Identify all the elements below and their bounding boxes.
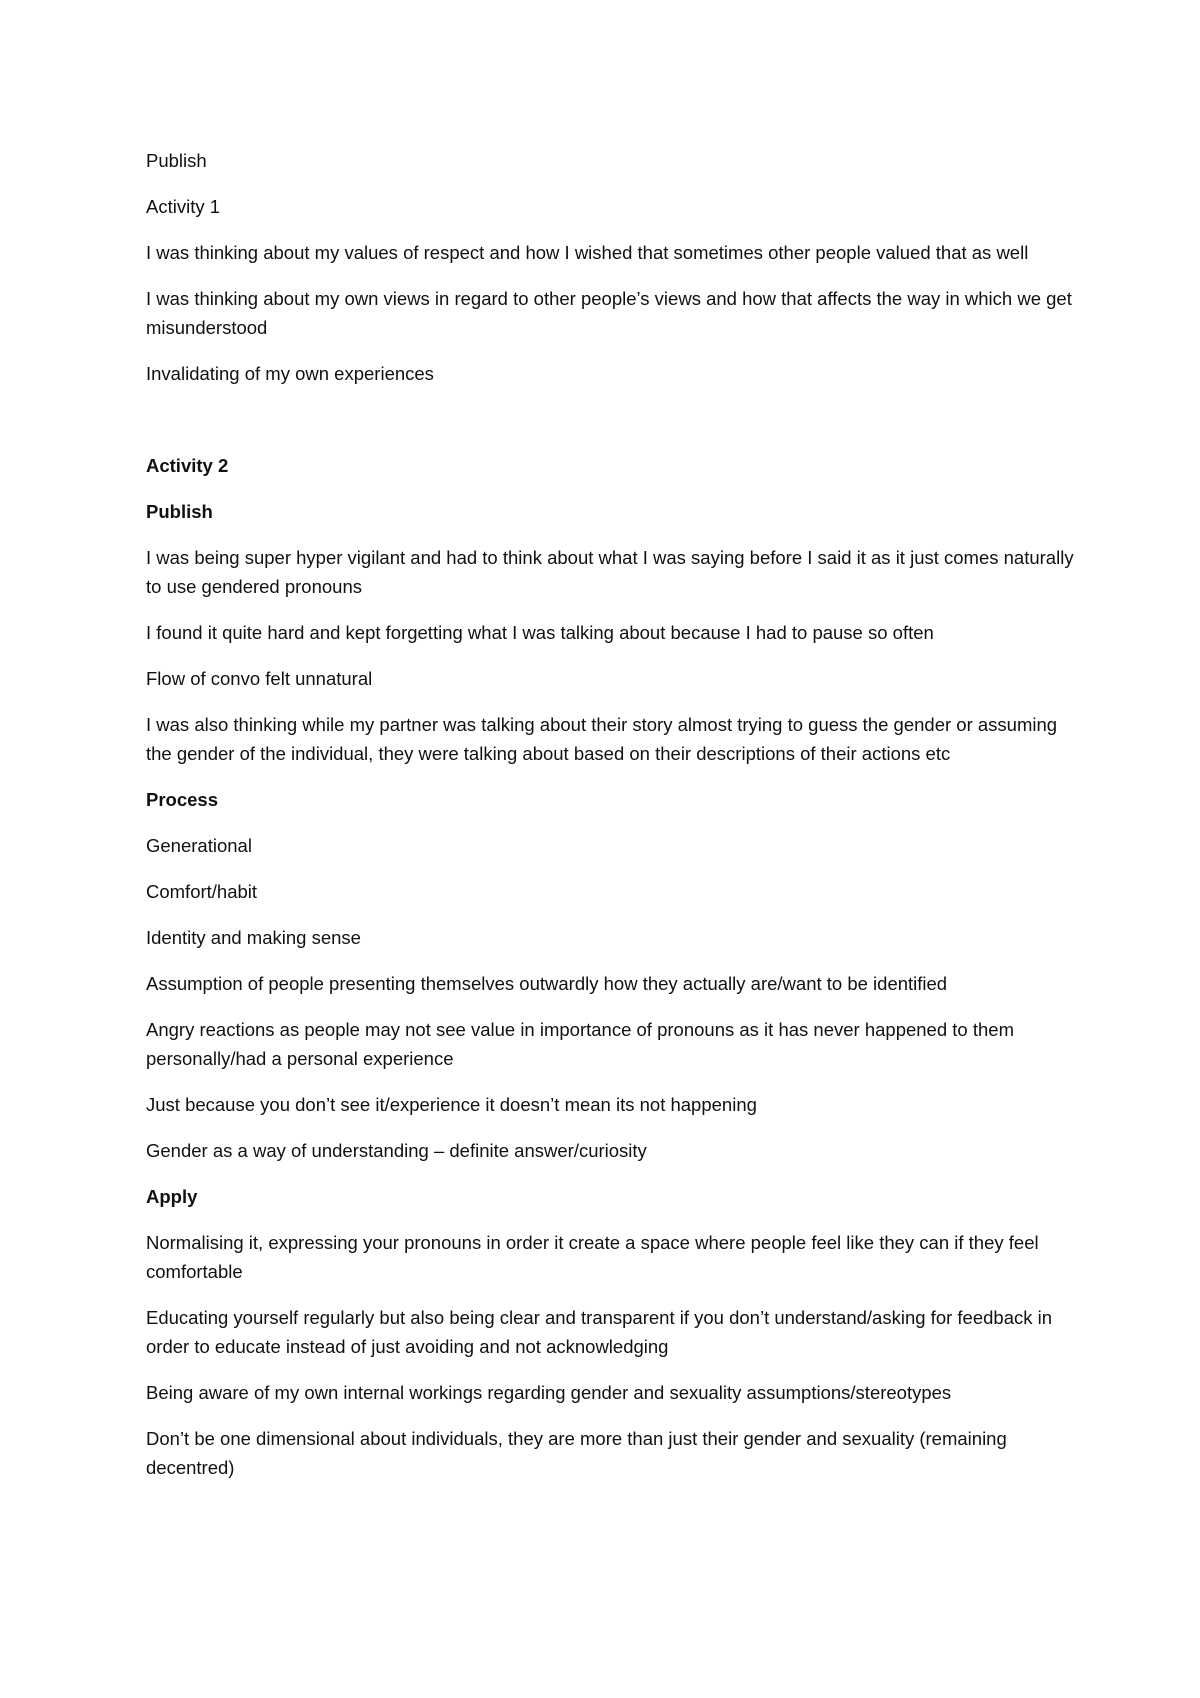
publish-heading: Publish bbox=[146, 501, 213, 522]
process-paragraph: Generational bbox=[146, 835, 252, 856]
section1-heading: Activity 1 bbox=[146, 196, 221, 217]
apply-paragraph: Being aware of my own internal workings regarding gender and sexuality assumptions/stereotypes bbox=[146, 1382, 952, 1403]
apply-heading: Apply bbox=[146, 1186, 198, 1207]
publish-paragraph: Flow of convo felt unnatural bbox=[146, 668, 373, 689]
publish-paragraph: I found it quite hard and kept forgetting what I was talking about because I had to pause so often bbox=[146, 622, 934, 643]
section-spacer bbox=[146, 405, 1076, 451]
section1-paragraph: I was thinking about my values of respect and how I wished that sometimes other people valued that as well bbox=[146, 242, 1029, 263]
apply-paragraph: Educating yourself regularly but also being clear and transparent if you don’t understand/asking for feedback in order to educate instead of just avoiding and not acknowledging bbox=[146, 1307, 1053, 1357]
process-paragraph: Just because you don’t see it/experience it doesn’t mean its not happening bbox=[146, 1094, 757, 1115]
process-paragraph: Gender as a way of understanding – definite answer/curiosity bbox=[146, 1140, 647, 1161]
section1-paragraph: I was thinking about my own views in regard to other people’s views and how that affects the way in which we get misunderstood bbox=[146, 288, 1072, 338]
publish-paragraph: I was being super hyper vigilant and had to think about what I was saying before I said it as it just comes naturally to use gendered pronouns bbox=[146, 547, 1074, 597]
apply-paragraph: Don’t be one dimensional about individuals, they are more than just their gender and sexuality (remaining decentred) bbox=[146, 1428, 1007, 1478]
process-paragraph: Angry reactions as people may not see value in importance of pronouns as it has never happened to them personally/had a personal experience bbox=[146, 1019, 1014, 1069]
document-body bbox=[146, 146, 1076, 1499]
process-paragraph: Assumption of people presenting themselves outwardly how they actually are/want to be identified bbox=[146, 973, 948, 994]
process-paragraph: Identity and making sense bbox=[146, 927, 361, 948]
section1-label: Publish bbox=[146, 150, 207, 171]
publish-paragraph: I was also thinking while my partner was talking about their story almost trying to guess the gender or assuming the gender of the individual, they were talking about based on their descriptions of their actions etc bbox=[146, 714, 1058, 764]
section1-paragraph: Invalidating of my own experiences bbox=[146, 363, 434, 384]
apply-paragraph: Normalising it, expressing your pronouns in order it create a space where people feel like they can if they feel comfortable bbox=[146, 1232, 1039, 1282]
process-heading: Process bbox=[146, 789, 218, 810]
process-paragraph: Comfort/habit bbox=[146, 881, 258, 902]
section2-heading: Activity 2 bbox=[146, 455, 229, 476]
